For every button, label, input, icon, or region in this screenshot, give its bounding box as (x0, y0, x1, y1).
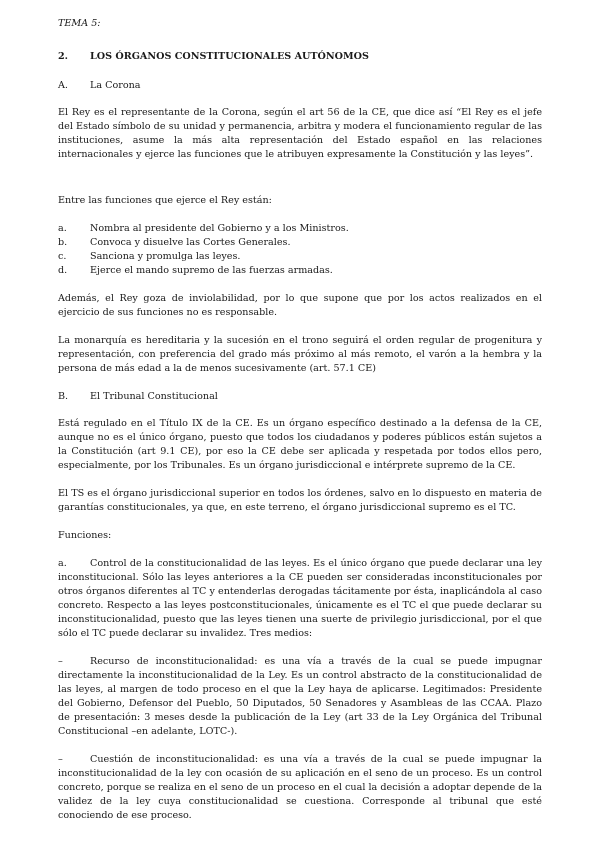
tema-header: TEMA 5: (58, 18, 101, 29)
section-number: 2. (58, 51, 69, 62)
paragraph: Además, el Rey goza de inviolabilidad, por lo que supone que por los actos realizados en el ejercicio de sus funciones no es responsable. (58, 293, 542, 318)
list-item (58, 236, 542, 250)
paragraph: El TS es el órgano jurisdiccional superior en todos los órdenes, salvo en lo dispuesto en materia de garantías constitucionales, ya que, en este terreno, el órgano jurisdiccional supremo es el TC. (58, 488, 542, 513)
list-item-text: Nombra al presidente del Gobierno y a los Ministros. (90, 223, 349, 234)
function-item-a (58, 557, 542, 641)
list-item-letter: a. (58, 223, 67, 234)
subsection-heading-corona (58, 79, 542, 93)
list-item (58, 264, 542, 278)
list-item-letter: d. (58, 265, 68, 276)
dash-item-text: Recurso de inconstitucionalidad: es una vía a través de la cual se puede impugnar directamente la inconstitucionalidad de la Ley. Es un control abstracto de la constitucionalidad de las leyes, al margen de todo proceso en el que la Ley haya de aplicarse. Legitimados: Presidente del Gobierno, Defensor del Pueblo, 50 Diputados, 50 Senadores y Asambleas de las CCAA. Plazo de presentación: 3 meses desde la publicación de la Ley (art 33 de la Ley Orgánica del Tribunal Constitucional –en adelante, LOTC-). (58, 656, 542, 737)
subsection-heading-tribunal (58, 390, 542, 404)
function-letter: a. (58, 558, 67, 569)
subsection-title: El Tribunal Constitucional (90, 391, 218, 402)
section-heading (58, 50, 542, 64)
dash-marker: – (58, 656, 63, 667)
subsection-letter: A. (58, 80, 68, 91)
paragraph: La monarquía es hereditaria y la sucesión en el trono seguirá el orden regular de progenitura y representación, con preferencia del grado más próximo al más remoto, el varón a la hembra y la persona de más edad a la de menos sucesivamente (art. 57.1 CE) (58, 335, 542, 374)
dash-marker: – (58, 754, 63, 765)
functions-list (58, 222, 542, 278)
dash-item-cuestion (58, 753, 542, 823)
list-item-text: Sanciona y promulga las leyes. (90, 251, 241, 262)
list-item (58, 250, 542, 264)
funciones-label: Funciones: (58, 530, 112, 541)
dash-item-recurso (58, 655, 542, 739)
list-item-letter: b. (58, 237, 68, 248)
list-item-letter: c. (58, 251, 67, 262)
function-text: Control de la constitucionalidad de las leyes. Es el único órgano que puede declarar una ley inconstitucional. Sólo las leyes anteriores a la CE pueden ser consideradas inconstitucionales por otros órganos diferentes al TC y entenderlas derogadas tácitamente por ésta, inaplicándola al caso concreto. Respecto a las leyes postconstitucionales, únicamente es el TC el que puede declarar su inconstitucionalidad, puesto que las leyes tienen una suerte de privilegio jurisdiccional, por el que sólo el TC puede declarar su invalidez. Tres medios: (58, 558, 542, 639)
section-title: LOS ÓRGANOS CONSTITUCIONALES AUTÓNOMOS (90, 51, 369, 62)
paragraph: Entre las funciones que ejerce el Rey están: (58, 195, 272, 206)
list-item-text: Ejerce el mando supremo de las fuerzas armadas. (90, 265, 333, 276)
dash-item-text: Cuestión de inconstitucionalidad: es una vía a través de la cual se puede impugnar la inconstitucionalidad de la ley con ocasión de su aplicación en el seno de un proceso. Es un control concreto, porque se realiza en el seno de un proceso en el cual la decisión a adoptar depende de la validez de la ley cuya constitucionalidad se cuestiona. Corresponde al tribunal que esté conociendo de ese proceso. (58, 754, 542, 821)
paragraph: Está regulado en el Título IX de la CE. Es un órgano específico destinado a la defensa de la CE, aunque no es el único órgano, puesto que todos los ciudadanos y poderes públicos están sujetos a la Constitución (art 9.1 CE), por eso la CE debe ser aplicada y respetada por todos ellos pero, especialmente, por los Tribunales. Es un órgano jurisdiccional e intérprete supremo de la CE. (58, 418, 542, 471)
subsection-letter: B. (58, 391, 69, 402)
list-item-text: Convoca y disuelve las Cortes Generales. (90, 237, 291, 248)
list-item (58, 222, 542, 236)
paragraph: El Rey es el representante de la Corona, según el art 56 de la CE, que dice así “El Rey es el jefe del Estado símbolo de su unidad y permanencia, arbitra y modera el funcionamiento regular de las instituciones, asume la más alta representación del Estado español en las relaciones internacionales y ejerce las funciones que le atribuyen expresamente la Constitución y las leyes”. (58, 107, 542, 160)
subsection-title: La Corona (90, 80, 141, 91)
